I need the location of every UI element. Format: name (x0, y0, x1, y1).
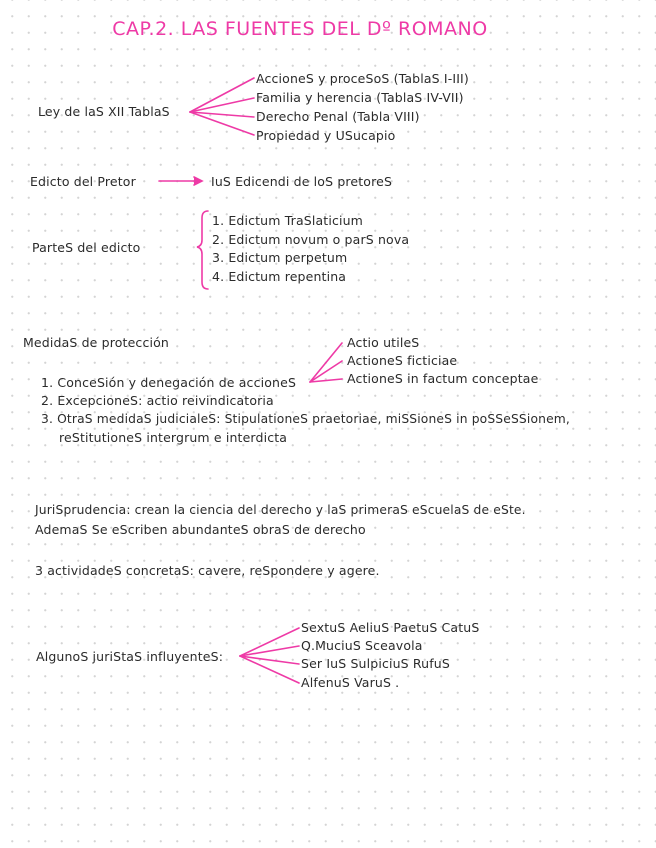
partes-item-3: 3. Edictum perpetum (212, 250, 348, 265)
ley-item-3: Derecho Penal (Tabla VIII) (256, 109, 420, 124)
medidas-action-1: Actio utileS (347, 335, 420, 350)
partes-label: ParteS del edicto (32, 240, 141, 255)
partes-brace (197, 211, 208, 289)
medidas-connector-1 (310, 343, 342, 382)
page-title: CAP.2. LAS FUENTES DEL Dº ROMANO (112, 18, 488, 40)
jurista-2: Q.MuciuS Sceavola (301, 638, 423, 653)
medidas-list-1: 1. ConceSión y denegación de accioneS (41, 375, 297, 390)
medidas-action-2: ActioneS ficticiae (347, 353, 458, 368)
medidas-action-3: ActioneS in factum conceptae (347, 371, 539, 386)
medidas-list-2: 2. ExcepcioneS: actio reivindicatoria (41, 393, 274, 408)
jurista-3: Ser IuS SulpiciuS RufuS (301, 656, 450, 671)
edicto-result: IuS Edicendi de loS pretoreS (211, 174, 393, 189)
juristas-label: AlgunoS juriStaS influyenteS: (36, 649, 224, 664)
medidas-list-3-cont: reStitutioneS intergrum e interdicta (59, 430, 288, 445)
edicto-label: Edicto del Pretor (30, 174, 136, 189)
ley-item-2: Familia y herencia (TablaS IV-VII) (256, 90, 464, 105)
partes-item-4: 4. Edictum repentina (212, 269, 347, 284)
edicto-arrow-head (194, 177, 202, 185)
ley-item-4: Propiedad y USucapio (256, 128, 396, 143)
partes-item-2: 2. Edictum novum o parS nova (212, 232, 410, 247)
ley-item-1: AccioneS y proceSoS (TablaS I-III) (256, 71, 469, 86)
jurista-4: AlfenuS VaruS . (301, 675, 400, 690)
partes-item-1: 1. Edictum TraSlaticium (212, 213, 363, 228)
ley-connector-1 (190, 78, 254, 112)
jurista-1: SextuS AeliuS PaetuS CatuS (301, 620, 480, 635)
medidas-list-3: 3. OtraS medidaS judicialeS: StipulationeS praetoriae, miSSioneS in poSSeSSionem, (41, 412, 570, 426)
juris-activities: 3 actividadeS concretaS: cavere, reSpondere y agere. (35, 563, 380, 578)
ley-label: Ley de laS XII TablaS (38, 104, 170, 119)
juris-line-2: AdemaS Se eScriben abundanteS obraS de derecho (35, 522, 366, 537)
ley-connector-2 (190, 98, 254, 112)
juris-line-1: JuriSprudencia: crean la ciencia del derecho y laS primeraS eScuelaS de eSte. (35, 503, 526, 517)
medidas-label: MedidaS de protección (23, 335, 169, 350)
